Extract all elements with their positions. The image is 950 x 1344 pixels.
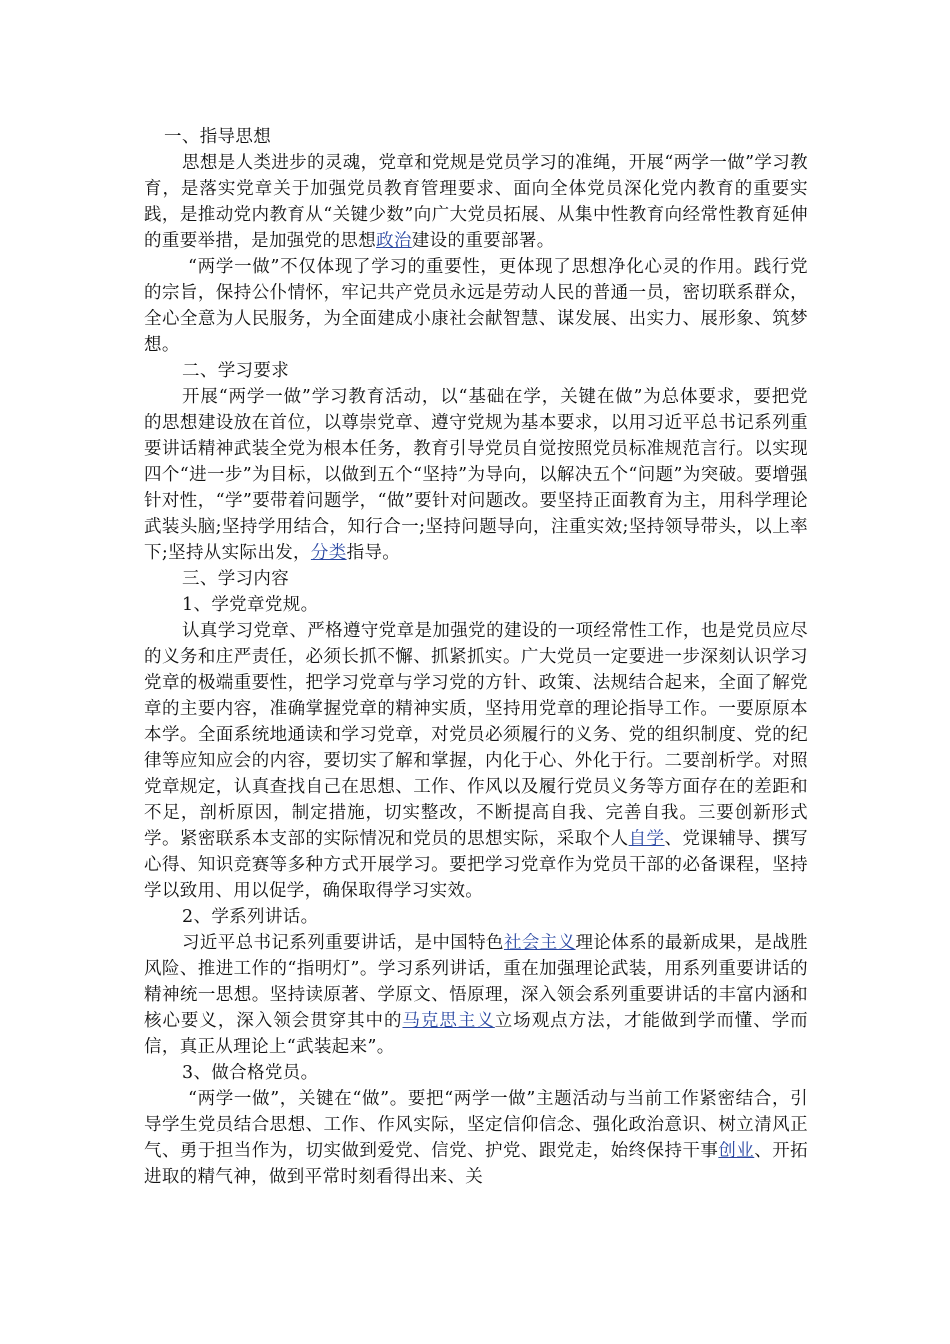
link-marxism[interactable]: 马克思主义: [402, 1011, 495, 1031]
text-run: 习近平总书记系列重要讲话，是中国特色: [182, 933, 504, 953]
text-run: 思想是人类进步的灵魂，党章和党规是党员学习的准绳，开展“两学一做”学习教育，是落实党章关于加强党员教育管理要求、面向全体党员深化党内教育的重要实践，是推动党内教育从“关键少数”向广大党员拓展、从集中性教育向经常性教育延伸的重要举措，是加强党的思想: [144, 153, 808, 251]
link-classification[interactable]: 分类: [310, 543, 347, 563]
text-run: 、开拓进取的精气神，做到平常时刻看得出来、关: [144, 1141, 808, 1187]
text-run: 立场观点方法，才能做到学而懂、学而信，真正从理论上“武装起来”。: [144, 1011, 809, 1057]
paragraph: [144, 150, 808, 254]
subsection-heading-party-constitution: 1、学党章党规。: [182, 595, 319, 615]
paragraph: [144, 384, 808, 566]
text-run: “两学一做”，关键在“做”。要把“两学一做”主题活动与当前工作紧密结合，引导学生党员结合思想、工作、作风实际，坚定信仰信念、强化政治意识、树立清风正气、勇于担当作为，切实做到爱党、信党、护党、跟党走，始终保持干事: [144, 1089, 808, 1161]
section-heading-study-requirements: 二、学习要求: [182, 361, 290, 381]
section-heading-study-content: 三、学习内容: [182, 569, 290, 589]
text-run: 开展“两学一做”学习教育活动，以“基础在学，关键在做”为总体要求，要把党的思想建设放在首位，以尊崇党章、遵守党规为基本要求，以用习近平总书记系列重要讲话精神武装全党为根本任务，教育引导党员自觉按照党员标准规范言行。以实现四个“进一步”为目标，以做到五个“坚持”为导向，以解决五个“问题”为突破。要增强针对性，“学”要带着问题学，“做”要针对问题改。要坚持正面教育为主，用科学理论武装头脑;坚持学用结合，知行合一;坚持问题导向，注重实效;坚持领导带头，以上率下;坚持从实际出发，: [144, 387, 808, 563]
link-politics[interactable]: 政治: [376, 231, 412, 251]
text-run: 、党课辅导、撰写心得、知识竞赛等多种方式开展学习。要把学习党章作为党员干部的必备课程，坚持学以致用、用以促学，确保取得学习实效。: [144, 829, 809, 901]
link-socialism[interactable]: 社会主义: [503, 933, 576, 953]
link-entrepreneurship[interactable]: 创业: [718, 1141, 755, 1161]
subsection-heading-speeches: 2、学系列讲话。: [182, 907, 319, 927]
section-heading-guiding-thought: 一、指导思想: [164, 127, 272, 147]
subsection-heading-qualified-member: 3、做合格党员。: [182, 1063, 319, 1083]
text-run: 建设的重要部署。: [411, 231, 555, 251]
text-run: 指导。: [346, 543, 401, 563]
text-run: 认真学习党章、严格遵守党章是加强党的建设的一项经常性工作，也是党员应尽的义务和庄严责任，必须长抓不懈、抓紧抓实。广大党员一定要进一步深刻认识学习党章的极端重要性，把学习党章与学习党的方针、政策、法规结合起来，全面了解党章的主要内容，准确掌握党章的精神实质，坚持用党章的理论指导工作。一要原原本本学。全面系统地通读和学习党章，对党员必须履行的义务、党的组织制度、党的纪律等应知应会的内容，要切实了解和掌握，内化于心、外化于行。二要剖析学。对照党章规定，认真查找自己在思想、工作、作风以及履行党员义务等方面存在的差距和不足，剖析原因，制定措施，切实整改，不断提高自我、完善自我。三要创新形式学。紧密联系本支部的实际情况和党员的思想实际，采取个人: [144, 621, 808, 849]
paragraph: “两学一做”不仅体现了学习的重要性，更体现了思想净化心灵的作用。践行党的宗旨，保持公仆情怀，牢记共产党员永远是劳动人民的普通一员，密切联系群众，全心全意为人民服务，为全面建成小康社会献智慧、谋发展、出实力、展形象、筑梦想。: [144, 257, 808, 355]
text-run: 理论体系的最新成果，是战胜风险、推进工作的“指明灯”。学习系列讲话，重在加强理论武装，用系列重要讲话的精神统一思想。坚持读原著、学原文、悟原理，深入领会系列重要讲话的丰富内涵和核心要义，深入领会贯穿其中的: [144, 933, 808, 1031]
paragraph: [144, 1086, 808, 1190]
document-body: [144, 124, 808, 1190]
link-self-study[interactable]: 自学: [628, 829, 665, 849]
paragraph: [144, 618, 808, 904]
paragraph: [144, 930, 808, 1060]
